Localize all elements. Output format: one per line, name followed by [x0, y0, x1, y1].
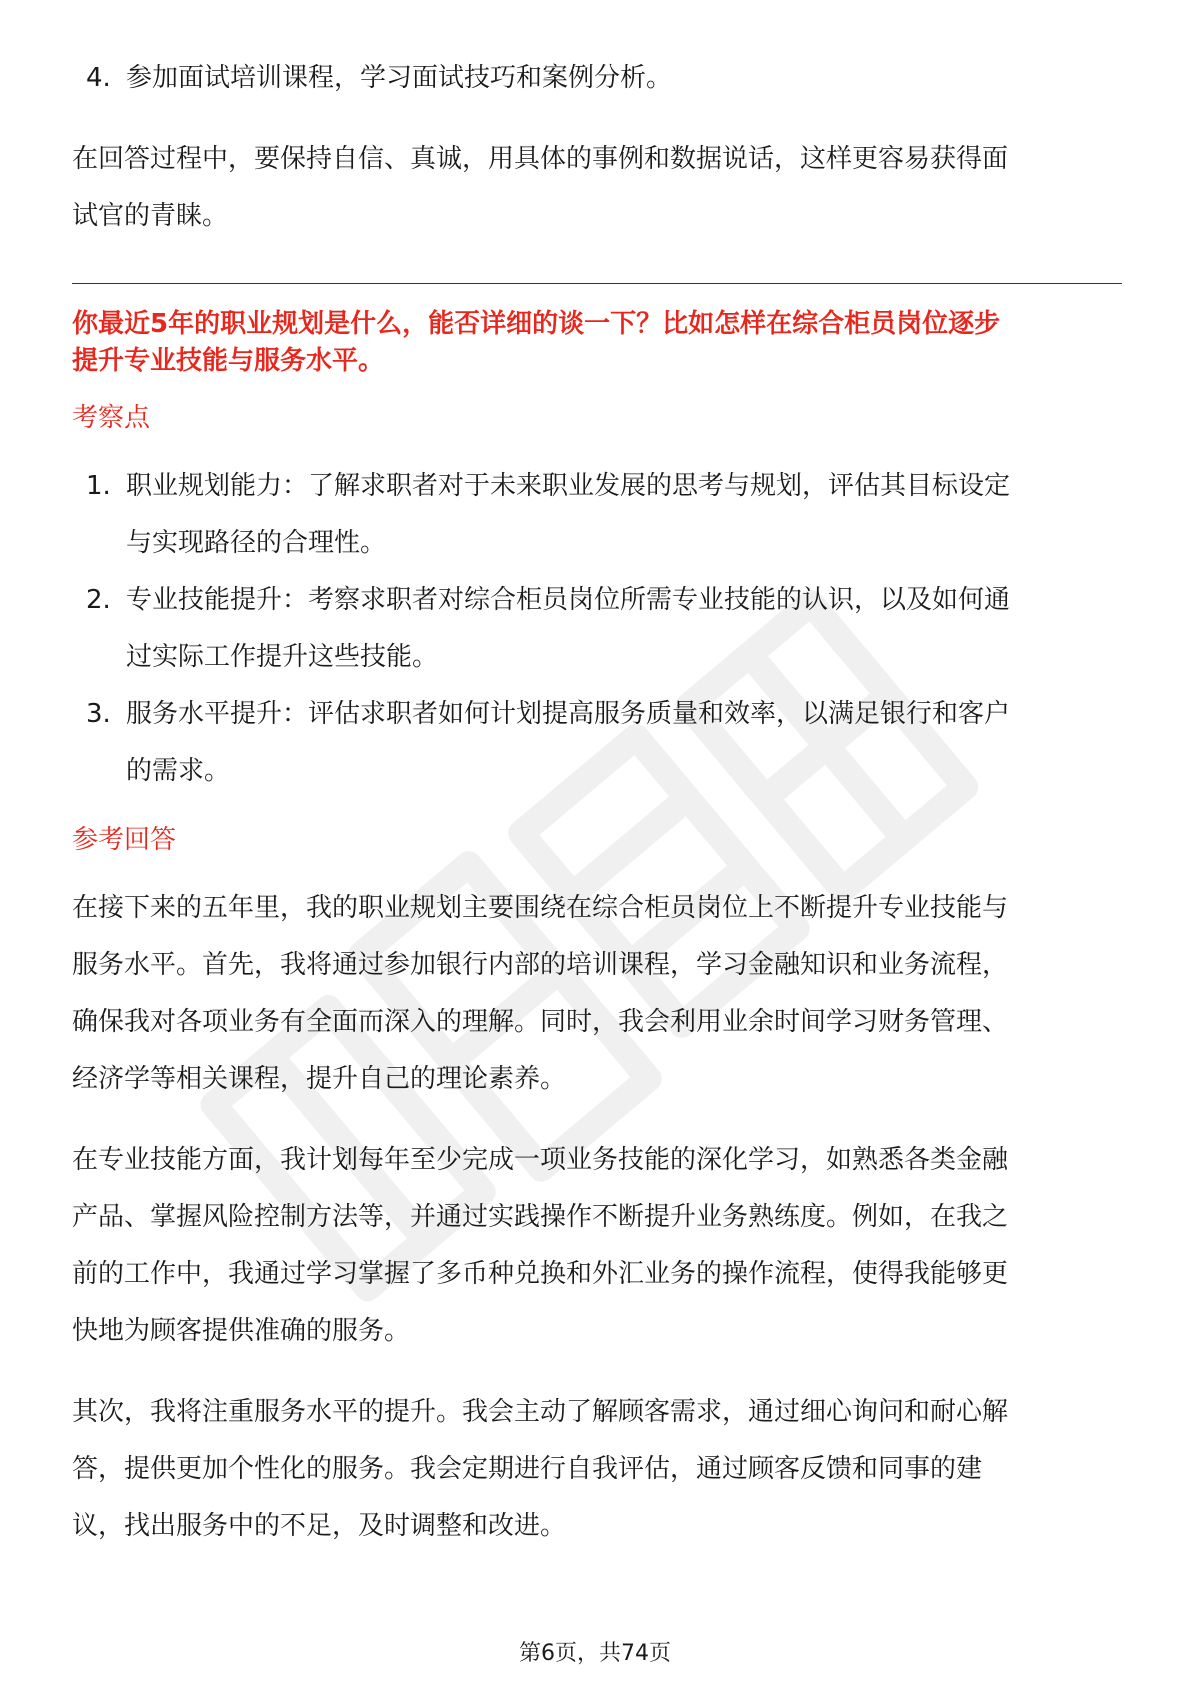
text-line: 确保我对各项业务有全面而深入的理解。同时，我会利用业余时间学习财务管理、 — [72, 1007, 1009, 1037]
list-text-line: 专业技能提升：考察求职者对综合柜员岗位所需专业技能的认识，以及如何通 — [126, 585, 1011, 615]
text-line: 产品、掌握风险控制方法等，并通过实践操作不断提升业务熟练度。例如，在我之 — [72, 1202, 1009, 1232]
text-line: 在接下来的五年里，我的职业规划主要围绕在综合柜员岗位上不断提升专业技能与 — [72, 893, 1009, 923]
answer-paragraph — [72, 1132, 1122, 1360]
question-line: 你最近5年的职业规划是什么，能否详细的谈一下？比如怎样在综合柜员岗位逐步 — [72, 309, 1001, 339]
list-text-line: 过实际工作提升这些技能。 — [126, 642, 439, 672]
page-footer: 第6页，共74页 — [519, 1641, 671, 1666]
text-line: 服务水平。首先，我将通过参加银行内部的培训课程，学习金融知识和业务流程， — [72, 950, 1009, 980]
text-line: 答，提供更加个性化的服务。我会定期进行自我评估，通过顾客反馈和同事的建 — [72, 1454, 983, 1484]
text-line: 其次，我将注重服务水平的提升。我会主动了解顾客需求，通过细心询问和耐心解 — [72, 1397, 1009, 1427]
question-heading — [72, 306, 1122, 380]
text-line: 前的工作中，我通过学习掌握了多币种兑换和外汇业务的操作流程，使得我能够更 — [72, 1259, 1009, 1289]
answer-paragraph — [72, 1384, 1122, 1555]
answer-title: 参考回答 — [72, 825, 177, 855]
text-line: 快地为顾客提供准确的服务。 — [72, 1316, 411, 1346]
list-text: 参加面试培训课程，学习面试技巧和案例分析。 — [126, 63, 673, 93]
text-line: 在专业技能方面，我计划每年至少完成一项业务技能的深化学习，如熟悉各类金融 — [72, 1145, 1009, 1175]
assessment-list — [72, 458, 1122, 800]
question-line: 提升专业技能与服务水平。 — [72, 346, 385, 376]
text-line: 试官的青睐。 — [72, 201, 229, 231]
intro-list — [72, 50, 1122, 107]
list-number: 4. — [86, 63, 111, 93]
list-text-line: 与实现路径的合理性。 — [126, 528, 387, 558]
list-text-line: 职业规划能力：了解求职者对于未来职业发展的思考与规划，评估其目标设定 — [126, 471, 1011, 501]
text-line: 经济学等相关课程，提升自己的理论素养。 — [72, 1064, 567, 1094]
answer-paragraph — [72, 880, 1122, 1108]
section-divider — [72, 283, 1122, 284]
list-text-line: 的需求。 — [126, 756, 231, 786]
list-item — [72, 50, 1122, 107]
list-text-line: 服务水平提升：评估求职者如何计划提高服务质量和效率，以满足银行和客户 — [126, 699, 1011, 729]
answer-body — [72, 880, 1122, 1555]
list-number: 2. — [86, 585, 111, 615]
text-line: 在回答过程中，要保持自信、真诚，用具体的事例和数据说话，这样更容易获得面 — [72, 144, 1009, 174]
list-item — [72, 572, 1122, 686]
assessment-title: 考察点 — [72, 403, 151, 433]
list-number: 1. — [86, 471, 111, 501]
list-number: 3. — [86, 699, 111, 729]
intro-paragraph — [72, 131, 1122, 245]
list-item — [72, 458, 1122, 572]
text-line: 议，找出服务中的不足，及时调整和改进。 — [72, 1511, 567, 1541]
list-item — [72, 686, 1122, 800]
page-content — [72, 50, 1122, 1555]
